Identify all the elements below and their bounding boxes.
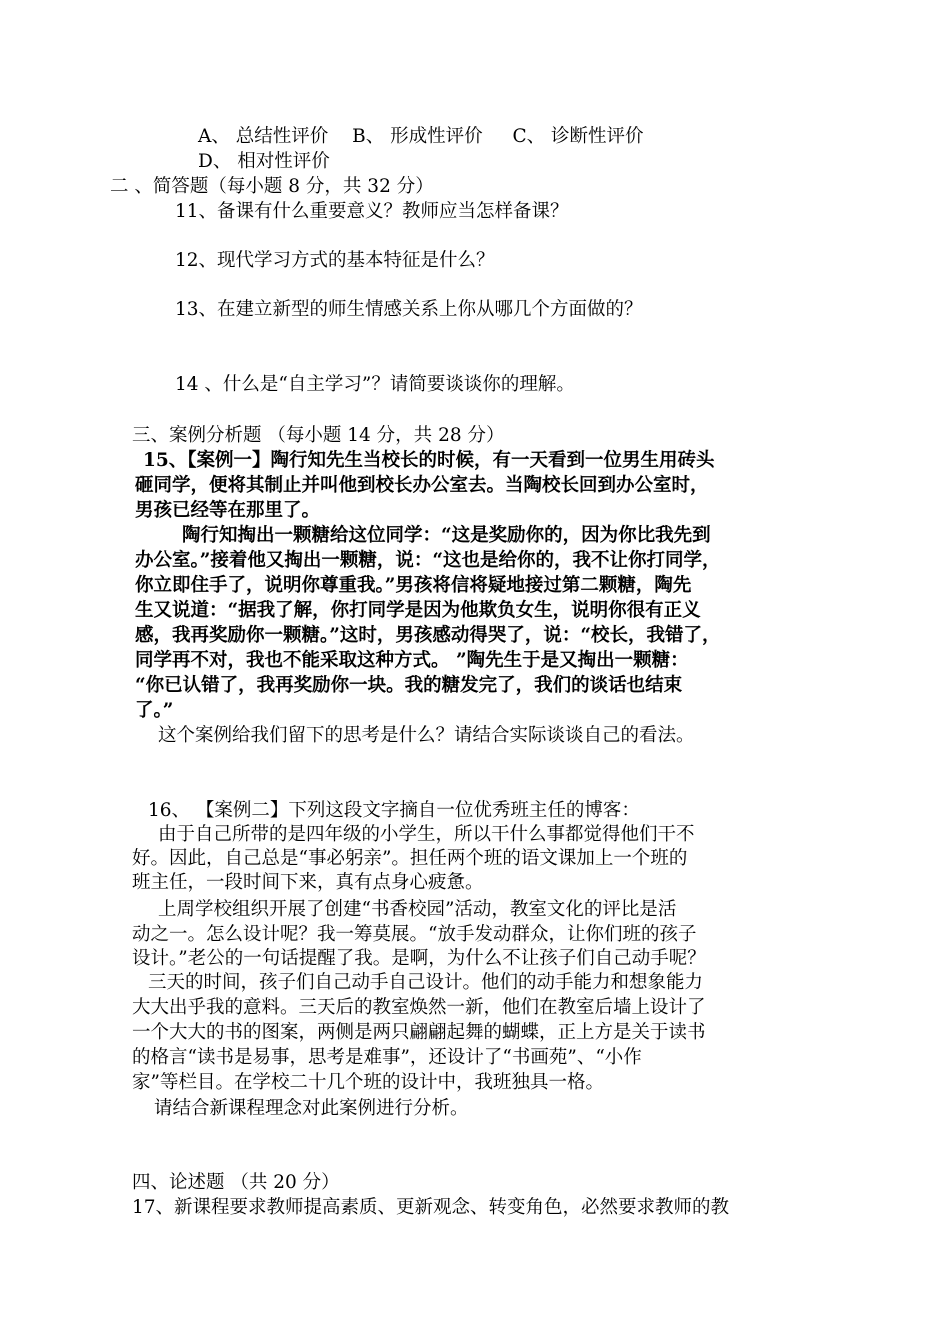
case2-line: 由于自己所带的是四年级的小学生，所以干什么事都觉得他们干不 [158, 824, 695, 845]
case1-line: 15、【案例一】陶行知先生当校长的时候，有一天看到一位男生用砖头 [143, 450, 715, 471]
case1-line: 了。” [135, 700, 174, 721]
option-c: C、 诊断性评价 [512, 126, 644, 147]
case1-line: 办公室。”接着他又掏出一颗糖，说：“这也是给你的，我不让你打同学， [135, 550, 721, 571]
section4-heading: 四、论述题 （共 20 分） [132, 1172, 340, 1193]
case2-question: 请结合新课程理念对此案例进行分析。 [154, 1098, 469, 1119]
option-a: A、 总结性评价 [198, 126, 329, 147]
section2-heading: 二 、简答题（每小题 8 分，共 32 分） [110, 176, 434, 197]
question-14: 14 、什么是“自主学习”？请简要谈谈你的理解。 [175, 374, 575, 395]
options-row-1 [198, 124, 644, 150]
case1-line: 同学再不对，我也不能采取这种方式。 ”陶先生于是又掏出一颗糖： [135, 650, 689, 671]
case1-line: 砸同学，便将其制止并叫他到校长办公室去。当陶校长回到办公室时， [135, 475, 709, 496]
case1-line: 陶行知掏出一颗糖给这位同学：“这是奖励你的，因为你比我先到 [182, 525, 711, 546]
case1-line: 男孩已经等在那里了。 [135, 500, 321, 521]
case2-line: 班主任，一段时间下来，真有点身心疲惫。 [132, 872, 484, 893]
question-12: 12、现代学习方式的基本特征是什么？ [175, 250, 495, 271]
case2-line: 的格言“读书是易事，思考是难事”，还设计了“书画苑”、“小作 [132, 1047, 642, 1068]
question-11: 11、备课有什么重要意义？教师应当怎样备课？ [175, 201, 569, 222]
question-17: 17、新课程要求教师提高素质、更新观念、转变角色，必然要求教师的教 [132, 1197, 730, 1218]
case2-line: 三天的时间，孩子们自己动手自己设计。他们的动手能力和想象能力 [148, 972, 704, 993]
option-b: B、 形成性评价 [352, 126, 483, 147]
option-d: D、 相对性评价 [198, 151, 330, 172]
case2-line: 动之一。怎么设计呢？我一筹莫展。“放手发动群众，让你们班的孩子 [132, 924, 697, 945]
case2-line: 设计。”老公的一句话提醒了我。是啊，为什么不让孩子们自己动手呢？ [132, 948, 706, 969]
case2-line: 好。因此，自己总是“事必躬亲”。担任两个班的语文课加上一个班的 [132, 848, 688, 869]
case2-line: 大大出乎我的意料。三天后的教室焕然一新，他们在教室后墙上设计了 [132, 997, 706, 1018]
case1-line: 生又说道：“据我了解，你打同学是因为他欺负女生，说明你很有正义 [135, 600, 701, 621]
question-13: 13、在建立新型的师生情感关系上你从哪几个方面做的？ [175, 299, 643, 320]
case2-line: 16、 【案例二】下列这段文字摘自一位优秀班主任的博客： [148, 800, 640, 821]
case2-line: 家”等栏目。在学校二十几个班的设计中，我班独具一格。 [132, 1072, 604, 1093]
case1-line: “你已认错了，我再奖励你一块。我的糖发完了，我们的谈话也结束 [135, 675, 683, 696]
case1-line: 感，我再奖励你一颗糖。”这时，男孩感动得哭了，说：“校长，我错了， [135, 625, 721, 646]
case2-line: 上周学校组织开展了创建“书香校园”活动，教室文化的评比是活 [158, 899, 677, 920]
section3-heading: 三、案例分析题 （每小题 14 分，共 28 分） [132, 425, 505, 446]
case1-question: 这个案例给我们留下的思考是什么？请结合实际谈谈自己的看法。 [158, 725, 695, 746]
case1-line: 你立即住手了，说明你尊重我。”男孩将信将疑地接过第二颗糖，陶先 [135, 575, 692, 596]
case2-line: 一个大大的书的图案，两侧是两只翩翩起舞的蝴蝶，正上方是关于读书 [132, 1022, 706, 1043]
